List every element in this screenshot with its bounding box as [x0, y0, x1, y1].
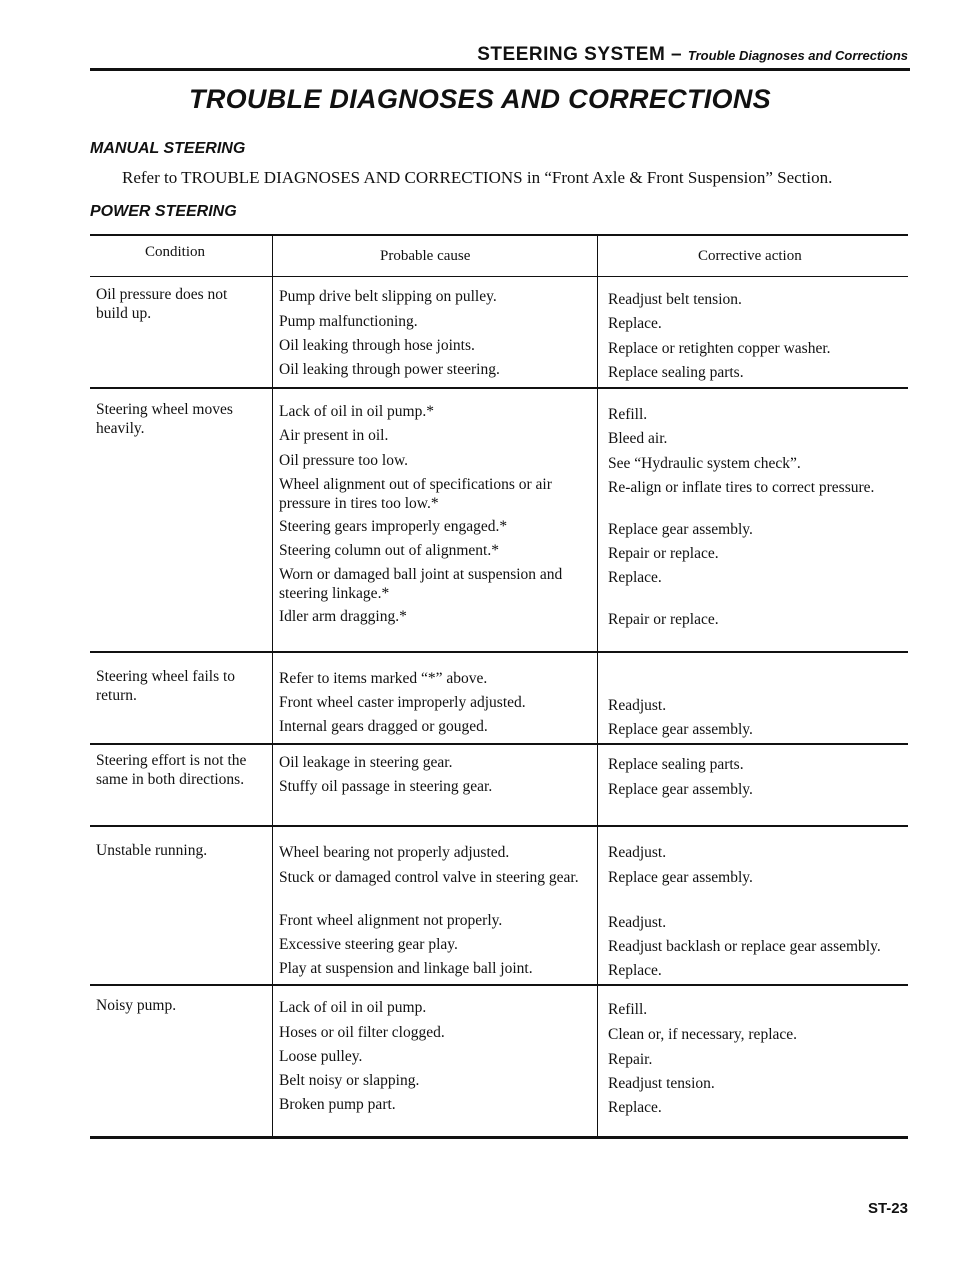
- cause-item: Stuck or damaged control valve in steering gear.: [279, 869, 579, 886]
- action-item: Replace gear assembly.: [608, 521, 753, 538]
- action-item: Replace.: [608, 962, 662, 979]
- cause-item: Front wheel caster improperly adjusted.: [279, 694, 526, 711]
- action-item: Replace.: [608, 315, 662, 332]
- cause-item: Refer to items marked “*” above.: [279, 670, 488, 687]
- action-item: Readjust.: [608, 844, 667, 861]
- cause-item: Lack of oil in oil pump.: [279, 999, 427, 1016]
- action-item: Repair or replace.: [608, 611, 719, 628]
- cause-item: Loose pulley.: [279, 1048, 363, 1065]
- action-item: Readjust backlash or replace gear assembly.: [608, 938, 881, 955]
- cause-item: Pump malfunctioning.: [279, 313, 418, 330]
- manual-steering-heading: MANUAL STEERING: [90, 140, 246, 157]
- column-divider: [597, 653, 598, 743]
- action-item: Refill.: [608, 1001, 648, 1018]
- cause-item: Belt noisy or slapping.: [279, 1072, 420, 1089]
- action-item: Re-align or inflate tires to correct pressure.: [608, 479, 875, 496]
- action-item: Repair or replace.: [608, 545, 719, 562]
- cause-item: Front wheel alignment not properly.: [279, 912, 503, 929]
- condition-cell: Steering wheel fails to return.: [96, 668, 236, 704]
- action-item: Replace sealing parts.: [608, 364, 744, 381]
- column-divider: [272, 827, 273, 984]
- cause-item: Pump drive belt slipping on pulley.: [279, 288, 497, 305]
- action-item: Replace gear assembly.: [608, 869, 753, 886]
- condition-cell: Unstable running.: [96, 842, 208, 859]
- cause-item: Wheel alignment out of specifications or air pressure in tires too low.*: [279, 476, 552, 512]
- header-system: STEERING SYSTEM: [477, 44, 666, 65]
- column-divider: [597, 986, 598, 1136]
- column-divider: [597, 827, 598, 984]
- header-condition: Condition: [145, 244, 206, 260]
- table-row: [90, 277, 908, 389]
- cause-item: Idler arm dragging.*: [279, 608, 407, 625]
- column-divider: [597, 236, 598, 276]
- action-item: Clean or, if necessary, replace.: [608, 1026, 798, 1043]
- power-steering-heading: POWER STEERING: [90, 203, 237, 220]
- condition-cell: Steering effort is not the same in both directions.: [96, 752, 247, 788]
- cause-item: Steering column out of alignment.*: [279, 542, 499, 559]
- trouble-table: [90, 234, 908, 1139]
- condition-cell: Oil pressure does not build up.: [96, 286, 228, 322]
- cause-item: Air present in oil.: [279, 427, 389, 444]
- condition-cell: Steering wheel moves heavily.: [96, 401, 233, 437]
- manual-steering-text: Refer to TROUBLE DIAGNOSES AND CORRECTIONS in “Front Axle & Front Suspension” Section.: [122, 168, 833, 187]
- cause-item: Play at suspension and linkage ball joint.: [279, 960, 533, 977]
- cause-item: Steering gears improperly engaged.*: [279, 518, 508, 535]
- action-item: Replace gear assembly.: [608, 721, 753, 738]
- cause-item: Hoses or oil filter clogged.: [279, 1024, 445, 1041]
- table-row: [90, 827, 908, 986]
- cause-item: Worn or damaged ball joint at suspension and steering linkage.*: [279, 566, 563, 602]
- cause-item: Wheel bearing not properly adjusted.: [279, 844, 510, 861]
- cause-item: Oil leakage in steering gear.: [279, 754, 453, 771]
- action-item: Refill.: [608, 406, 648, 423]
- column-divider: [597, 389, 598, 651]
- column-divider: [597, 277, 598, 387]
- column-divider: [272, 653, 273, 743]
- action-item: See “Hydraulic system check”.: [608, 455, 801, 472]
- action-item: Replace.: [608, 569, 662, 586]
- action-item: Readjust belt tension.: [608, 291, 742, 308]
- condition-cell: Noisy pump.: [96, 997, 177, 1014]
- header-rule: [90, 68, 910, 71]
- header-subtitle: Trouble Diagnoses and Corrections: [687, 48, 908, 63]
- table-header: [90, 234, 908, 277]
- column-divider: [272, 986, 273, 1136]
- table-row: [90, 389, 908, 653]
- header-dash: –: [665, 44, 688, 65]
- running-header: [90, 44, 908, 66]
- page-title: TROUBLE DIAGNOSES AND CORRECTIONS: [189, 84, 771, 114]
- action-item: Replace gear assembly.: [608, 781, 753, 798]
- cause-item: Broken pump part.: [279, 1096, 396, 1113]
- table-row: [90, 986, 908, 1139]
- page-number: ST-23: [867, 1200, 908, 1217]
- action-item: Replace sealing parts.: [608, 756, 744, 773]
- column-divider: [272, 277, 273, 387]
- action-item: Repair.: [608, 1051, 653, 1068]
- cause-item: Oil pressure too low.: [279, 452, 409, 469]
- header-cause: Probable cause: [380, 248, 471, 264]
- cause-item: Excessive steering gear play.: [279, 936, 458, 953]
- action-item: Readjust.: [608, 914, 667, 931]
- column-divider: [272, 389, 273, 651]
- column-divider: [272, 745, 273, 825]
- table-row: [90, 653, 908, 745]
- header-action: Corrective action: [698, 248, 802, 264]
- column-divider: [597, 745, 598, 825]
- cause-item: Internal gears dragged or gouged.: [279, 718, 488, 735]
- action-item: Readjust.: [608, 697, 667, 714]
- cause-item: Stuffy oil passage in steering gear.: [279, 778, 493, 795]
- cause-item: Oil leaking through power steering.: [279, 361, 500, 378]
- action-item: Bleed air.: [608, 430, 668, 447]
- action-item: Replace.: [608, 1099, 662, 1116]
- action-item: Replace or retighten copper washer.: [608, 340, 831, 357]
- action-item: Readjust tension.: [608, 1075, 715, 1092]
- table-row: [90, 745, 908, 827]
- cause-item: Oil leaking through hose joints.: [279, 337, 475, 354]
- cause-item: Lack of oil in oil pump.*: [279, 403, 434, 420]
- column-divider: [272, 236, 273, 276]
